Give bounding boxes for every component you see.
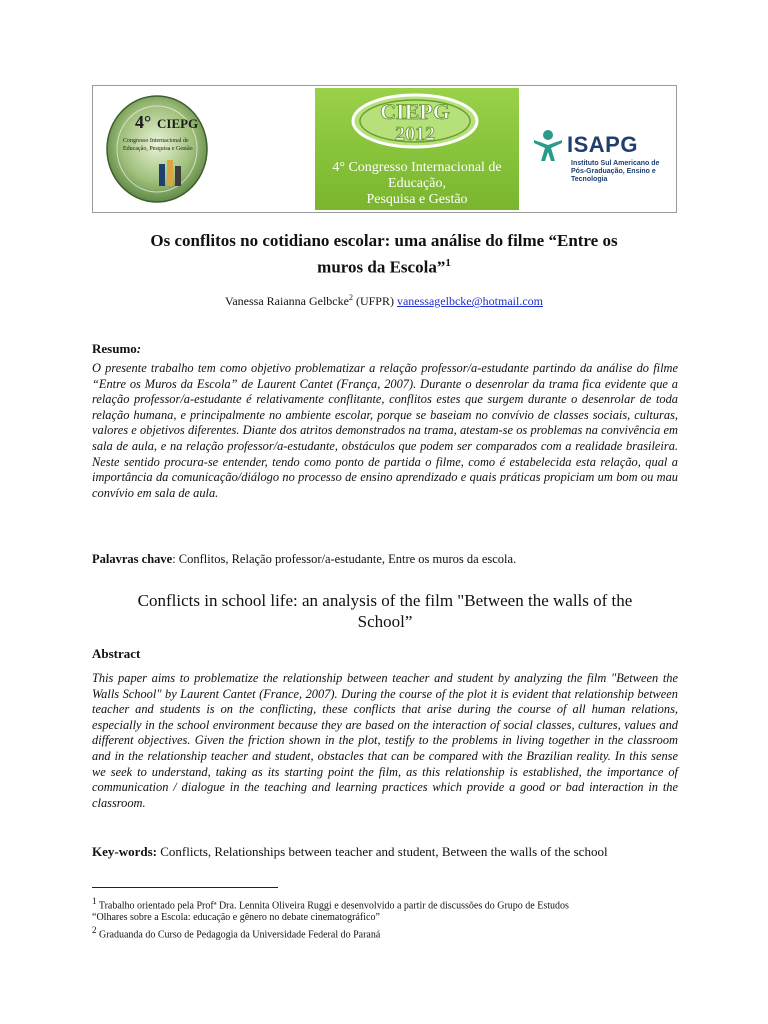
paper-title-line: Os conflitos no cotidiano escolar: uma análise do filme “Entre os <box>150 231 618 250</box>
english-title-line: School” <box>357 612 413 631</box>
seal-caption: Congresso Internacional de <box>123 138 189 144</box>
footnote-text: Trabalho orientado pela Profª Dra. Lennita Oliveira Ruggi e desenvolvido a partir de discussões do Grupo de Estudos <box>96 900 569 912</box>
seal-logo-icon <box>105 94 209 204</box>
isapg-name: ISAPG <box>567 132 638 157</box>
abstract-text: This paper aims to problematize the relationship between teacher and student by analyzing the film "Between the Walls School" by Laurent Cantet (France, 2007). During the course of the plot it is evident that relationship between teacher and students is on the conflicting, these conflicts that arise during the course of all human relations, especially in the school environment because they are based on the interaction of social classes, cultures, values and different objectives. Given the friction shown in the plot, testify to the problems in living together in the classroom and in the relationship teacher and student, obstacles that can be compared with the Brazilian reality. In this sense we seek to understand, taking as its starting point the film, as this relationship is established, the importance of communication / dialogue in the teaching and learning practices which provide a good or bad interaction in the classroom. <box>92 671 678 810</box>
title-footnote-mark: 1 <box>445 257 451 269</box>
keywords-pt-text: : Conflitos, Relação professor/a-estudante, Entre os muros da escola. <box>172 552 517 566</box>
author-line <box>96 293 672 309</box>
english-title-line: Conflicts in school life: an analysis of the film "Between the walls of the <box>137 591 633 610</box>
author-affiliation: (UFPR) <box>352 294 397 308</box>
conference-subtitle-line: 4° Congresso Internacional de Educação, <box>332 160 502 191</box>
seal-caption: Educação, Pesquisa e Gestão <box>123 146 193 152</box>
seal-number: 4° <box>135 112 152 132</box>
conference-subtitle-line: Pesquisa e Gestão <box>366 192 468 207</box>
footnote-2 <box>92 924 678 941</box>
english-title <box>92 590 678 632</box>
isapg-tagline-line: Instituto Sul Americano de <box>571 160 660 167</box>
logo-text: CIEPG <box>380 99 450 124</box>
footnote-mark: 2 <box>92 925 97 936</box>
paper-title-line <box>110 252 658 279</box>
author-footnote-mark: 2 <box>348 293 353 302</box>
resumo-heading <box>92 340 141 358</box>
resumo-heading-text: Resumo <box>92 341 137 356</box>
isapg-tagline <box>571 160 671 184</box>
isapg-logo <box>523 88 673 210</box>
resumo-heading-colon: : <box>136 341 142 356</box>
keywords-pt <box>92 552 678 567</box>
footnote-text: “Olhares sobre a Escola: educação e gênero no debate cinematográfico” <box>92 912 380 924</box>
keywords-en-text: Conflicts, Relationships between teacher and student, Between the walls of the school <box>157 844 608 859</box>
author-email-link[interactable]: vanessagelbcke@hotmail.com <box>396 294 543 308</box>
footnote-divider <box>92 887 278 888</box>
paper-title-text: muros da Escola” <box>317 257 446 277</box>
conference-subtitle <box>315 160 519 208</box>
footnotes <box>92 895 678 942</box>
keywords-en <box>92 844 678 860</box>
conference-seal <box>95 88 215 210</box>
footnote-1 <box>92 895 678 924</box>
seal-name: CIEPG <box>157 116 199 131</box>
footnote-text: Graduanda do Curso de Pedagogia da Universidade Federal do Paraná <box>96 929 381 941</box>
abstract-heading: Abstract <box>92 646 141 661</box>
isapg-tagline-line: Pós-Graduação, Ensino e Tecnologia <box>571 168 656 183</box>
isapg-person-icon <box>531 128 565 162</box>
resumo-text: O presente trabalho tem como objetivo problematizar a relação professor/a-estudante partindo da análise do filme “Entre os Muros da Escola” de Laurent Cantet (França, 2007). Durante o desenrolar da trama fica evidente que a relação professor/a-estudante é relativamente conflitante, conflitos estes que surgem durante o desenrolar de toda relação humana, e principalmente no ambiente escolar, porque se baseiam no convívio de classes sociais, culturas, valores e objetivos diferentes. Diante dos atritos demonstrados na trama, atestam-se os problemas na convivência em sala de aula, e na relação professor/a-estudante, obstáculos que podem ser comparados com a realidade brasileira. Neste sentido procura-se entender, tendo como ponto de partida o filme, como é estabelecida esta relação, qual a importância da comunicação/diálogo no processo de ensino aprendizado e quais práticas propiciam um bom ou mau convívio em sala de aula. <box>92 361 678 500</box>
ciepg-2012-logo-icon <box>345 92 485 150</box>
conference-banner <box>92 85 677 213</box>
keywords-pt-label: Palavras chave <box>92 552 173 566</box>
paper-title <box>110 230 658 279</box>
logo-year: 2012 <box>395 123 435 145</box>
author-name: Vanessa Raianna Gelbcke <box>225 294 349 308</box>
keywords-en-label: Key-words: <box>92 844 157 859</box>
footnote-mark: 1 <box>92 896 97 906</box>
